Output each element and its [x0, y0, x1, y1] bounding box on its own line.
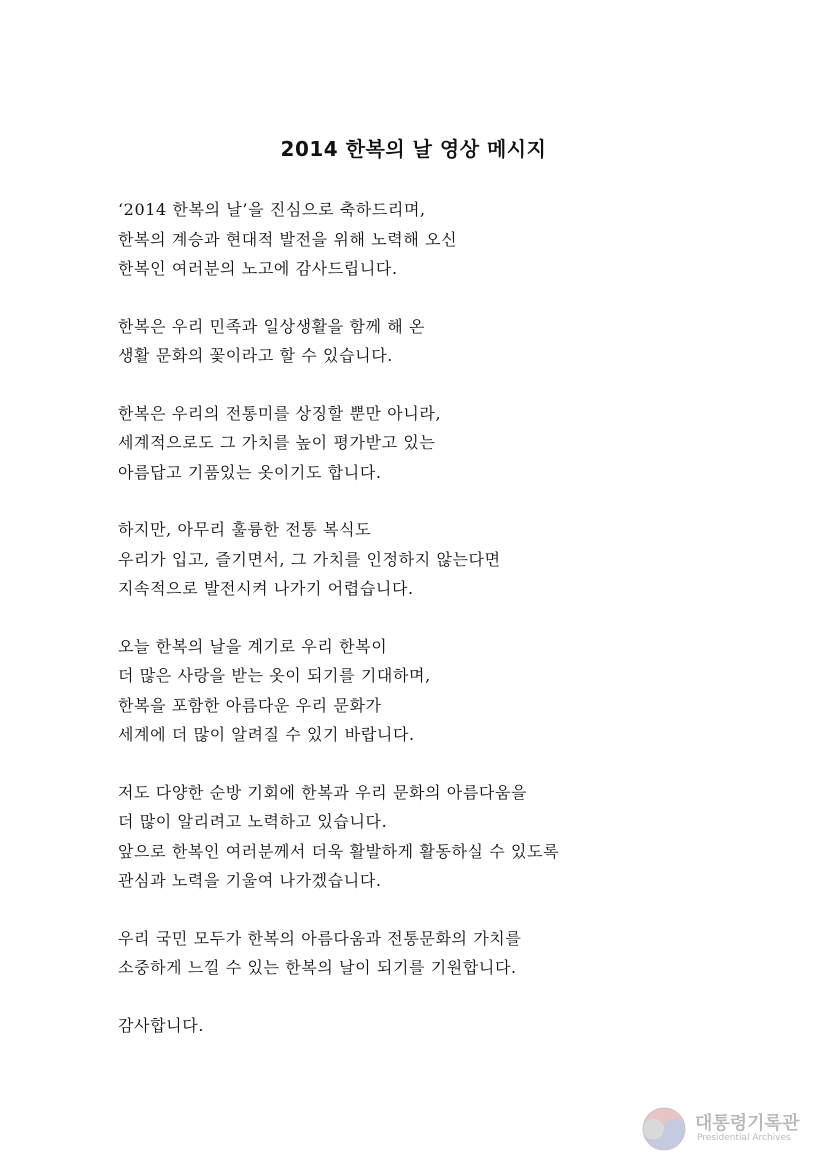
text-line: 한복은 우리의 전통미를 상징할 뿐만 아니라,: [118, 403, 442, 423]
paragraph: [118, 515, 738, 604]
text-line: 생활 문화의 꽃이라고 할 수 있습니다.: [118, 346, 393, 365]
text-line: 하지만, 아무리 훌륭한 전통 복식도: [118, 520, 372, 539]
text-line: ‘2014 한복의 날’을 진심으로 축하드리며,: [118, 200, 426, 219]
paragraph: [118, 312, 738, 371]
page-title: 2014 한복의 날 영상 메시지: [280, 137, 547, 161]
taegeuk-emblem-icon: [640, 1105, 688, 1153]
text-line: 저도 다양한 순방 기회에 한복과 우리 문화의 아름다움을: [118, 782, 528, 802]
text-line: 아름답고 기품있는 옷이기도 합니다.: [118, 462, 382, 482]
text-line: 오늘 한복의 날을 계기로 우리 한복이: [118, 636, 388, 656]
paragraph: [118, 1011, 738, 1041]
text-line: 우리가 입고, 즐기면서, 그 가치를 인정하지 않는다면: [118, 549, 501, 569]
text-line: 한복은 우리 민족과 일상생활을 함께 해 온: [118, 316, 426, 336]
presidential-archives-watermark: [640, 1103, 810, 1153]
text-line: 우리 국민 모두가 한복의 아름다움과 전통문화의 가치를: [118, 928, 522, 948]
text-line: 더 많은 사랑을 받는 옷이 되기를 기대하며,: [118, 666, 431, 685]
text-line: 앞으로 한복인 여러분께서 더욱 활발하게 활동하실 수 있도록: [118, 841, 560, 861]
text-line: 한복인 여러분의 노고에 감사드립니다.: [118, 259, 398, 278]
paragraph: [118, 195, 738, 284]
watermark-name-kr: 대통령기록관: [695, 1113, 800, 1134]
text-line: 관심과 노력을 기울여 나가겠습니다.: [118, 871, 382, 890]
paragraph: [118, 399, 738, 488]
text-line: 세계에 더 많이 알려질 수 있기 바랍니다.: [118, 725, 415, 744]
text-line: 한복의 계승과 현대적 발전을 위해 노력해 오신: [118, 229, 458, 249]
paragraph: [118, 778, 738, 896]
text-line: 지속적으로 발전시켜 나가기 어렵습니다.: [118, 579, 414, 598]
watermark-name-en: Presidential Archives: [697, 1133, 791, 1143]
text-line: 한복을 포함한 아름다운 우리 문화가: [118, 695, 382, 715]
paragraph: [118, 924, 738, 983]
message-body: [118, 195, 738, 1068]
text-line: 소중하게 느낄 수 있는 한복의 날이 되기를 기원합니다.: [118, 958, 517, 977]
paragraph: [118, 632, 738, 750]
text-line: 세계적으로도 그 가치를 높이 평가받고 있는: [118, 433, 436, 452]
text-line: 감사합니다.: [118, 1015, 204, 1035]
text-line: 더 많이 알리려고 노력하고 있습니다.: [118, 812, 388, 831]
